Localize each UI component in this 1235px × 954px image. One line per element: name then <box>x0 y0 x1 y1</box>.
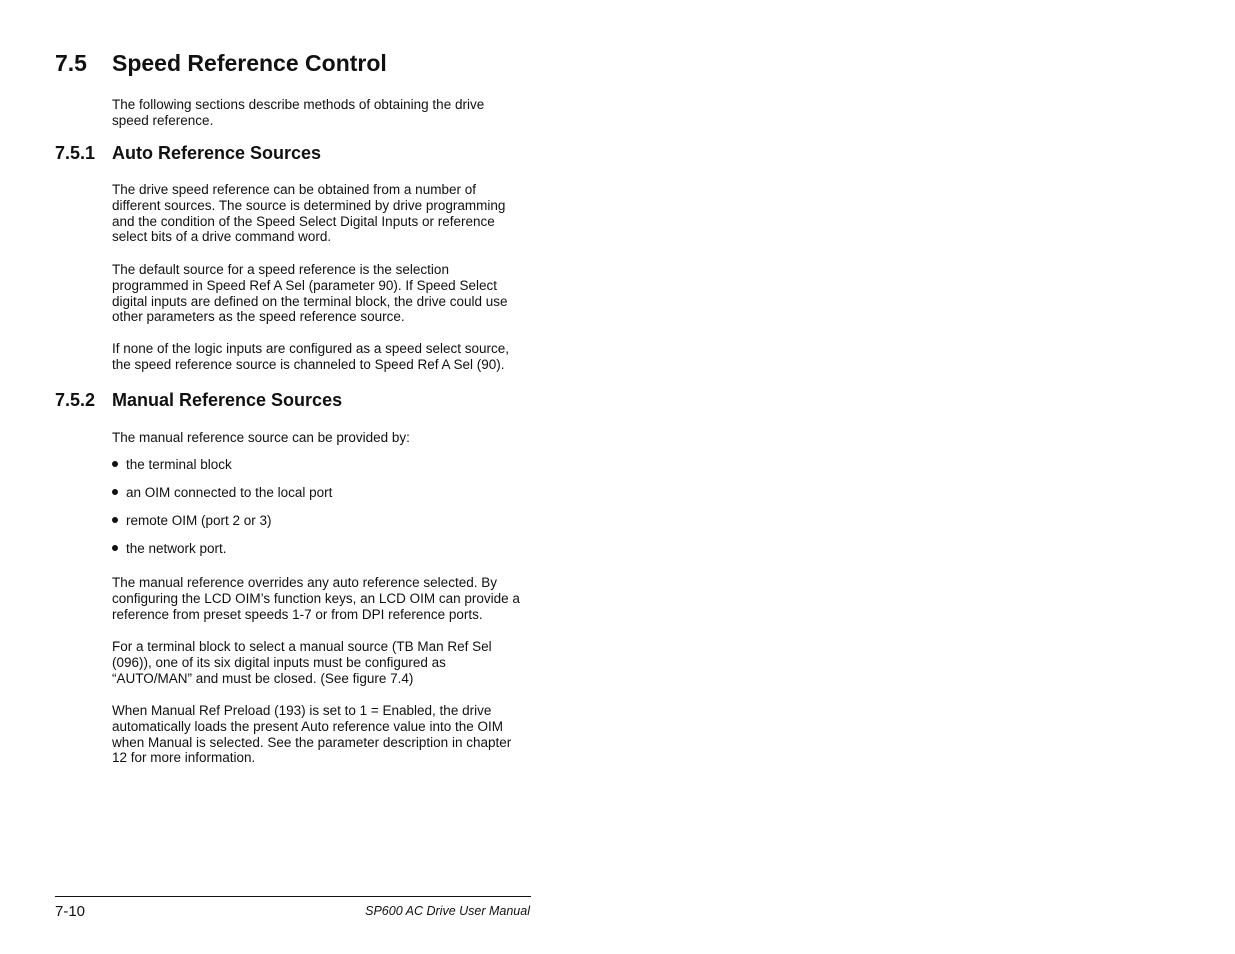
text-line: other parameters as the speed reference source. <box>112 309 405 325</box>
text-line: and the condition of the Speed Select Digital Inputs or reference <box>112 213 495 229</box>
bullet-icon <box>112 489 118 495</box>
text-line: 12 for more information. <box>112 750 256 766</box>
text-line: digital inputs are defined on the terminal block, the drive could use <box>112 293 508 309</box>
subsection-title: Auto Reference Sources <box>112 143 322 163</box>
text-line: automatically loads the present Auto reference value into the OIM <box>112 718 503 734</box>
list-item-text: remote OIM (port 2 or 3) <box>126 513 272 528</box>
paragraph <box>112 703 532 766</box>
subsection-title: Manual Reference Sources <box>112 390 343 410</box>
paragraph <box>112 262 532 325</box>
text-line: speed reference. <box>112 112 214 128</box>
text-line: For a terminal block to select a manual source (TB Man Ref Sel <box>112 639 492 654</box>
text-line: the speed reference source is channeled to Speed Ref A Sel (90). <box>112 356 505 372</box>
text-line: reference from preset speeds 1-7 or from DPI reference ports. <box>112 606 483 622</box>
bullet-icon <box>112 517 118 523</box>
subsection-number: 7.5.2 <box>55 390 96 410</box>
section-intro <box>112 97 532 129</box>
paragraph <box>112 182 532 245</box>
text-line: select bits of a drive command word. <box>112 229 332 245</box>
text-line: configuring the LCD OIM’s function keys, an LCD OIM can provide a <box>112 590 520 606</box>
footer-rule <box>55 896 531 897</box>
bullet-icon <box>112 461 118 467</box>
text-line: The manual reference source can be provided by: <box>112 430 410 445</box>
text-line: different sources. The source is determined by drive programming <box>112 197 506 213</box>
text-line: “AUTO/MAN” and must be closed. (See figure 7.4) <box>112 670 414 686</box>
subsection-number: 7.5.1 <box>55 143 96 163</box>
text-line: The drive speed reference can be obtained from a number of <box>112 182 476 197</box>
text-line: When Manual Ref Preload (193) is set to 1 = Enabled, the drive <box>112 703 492 718</box>
text-line: when Manual is selected. See the parameter description in chapter <box>112 734 512 750</box>
paragraph <box>112 341 532 373</box>
section-number: 7.5 <box>55 50 87 76</box>
text-line: programmed in Speed Ref A Sel (parameter 90). If Speed Select <box>112 277 497 293</box>
section-title: Speed Reference Control <box>112 50 387 76</box>
bullet-icon <box>112 545 118 551</box>
text-line: The default source for a speed reference is the selection <box>112 262 449 277</box>
list-item-text: the network port. <box>126 541 227 556</box>
text-line: The following sections describe methods of obtaining the drive <box>112 97 485 112</box>
list-item-text: the terminal block <box>126 457 232 472</box>
text-line: (096)), one of its six digital inputs must be configured as <box>112 654 446 670</box>
manual-title: SP600 AC Drive User Manual <box>365 904 530 918</box>
text-line: The manual reference overrides any auto reference selected. By <box>112 575 497 590</box>
list-item-text: an OIM connected to the local port <box>126 485 333 500</box>
paragraph <box>112 639 532 686</box>
page-number: 7-10 <box>55 903 86 920</box>
text-line: If none of the logic inputs are configured as a speed select source, <box>112 341 509 356</box>
paragraph <box>112 430 532 446</box>
paragraph <box>112 575 532 622</box>
